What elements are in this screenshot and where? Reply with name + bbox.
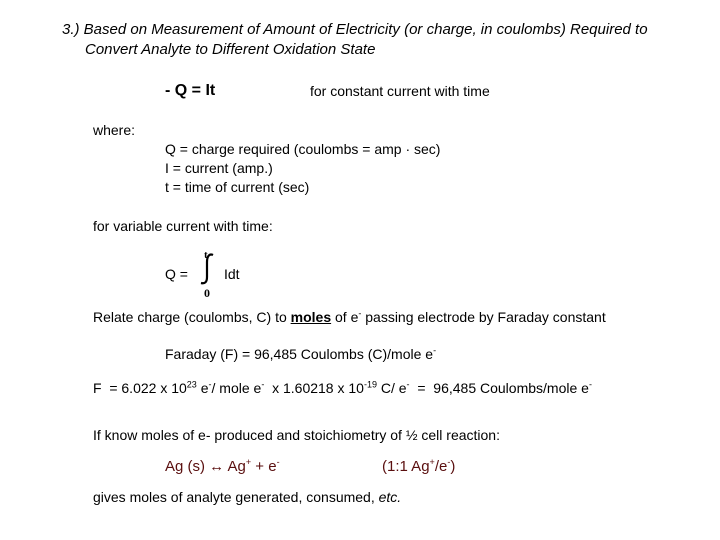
- reaction-plus-charge: +: [245, 457, 252, 467]
- calc-part-6: = 96,485 Coulombs/mole e: [409, 380, 589, 396]
- integral-q-equals: Q =: [165, 266, 188, 282]
- reaction-ratio: [382, 458, 455, 476]
- calc-part-5: C/ e: [376, 380, 407, 396]
- calc-minus-1: -: [208, 379, 212, 390]
- calc-exponent-23: 23: [186, 379, 197, 390]
- constant-current-note: for constant current with time: [310, 83, 490, 99]
- faraday-definition-minus: -: [433, 345, 437, 356]
- half-cell-reaction: [165, 458, 280, 476]
- ratio-mid: /e: [434, 458, 448, 475]
- ratio-open: (1:1 Ag: [382, 458, 430, 475]
- reaction-electron: + e: [251, 458, 277, 475]
- electron-minus: -: [358, 308, 362, 319]
- heading-line-1: 3.) Based on Measurement of Amount of Electricity (or charge, in coulombs) Required to: [62, 21, 648, 38]
- reaction-left: Ag (s) ↔ Ag: [165, 458, 246, 475]
- closing-line: [93, 489, 401, 506]
- stoichiometry-line: If know moles of e- produced and stoichiometry of ½ cell reaction:: [93, 427, 500, 443]
- calc-minus-3: -: [406, 379, 410, 390]
- integral-lower-limit: 0: [204, 286, 210, 300]
- calc-minus-2: -: [261, 379, 265, 390]
- reaction-minus-charge: -: [276, 457, 280, 467]
- heading-line-2: Convert Analyte to Different Oxidation State: [85, 41, 376, 58]
- definition-q: Q = charge required (coulombs = amp · sec): [165, 141, 441, 157]
- variable-current-intro: for variable current with time:: [93, 218, 273, 234]
- integrand: Idt: [224, 266, 240, 282]
- definition-i: I = current (amp.): [165, 160, 273, 176]
- constant-current-equation: - Q = It: [165, 82, 216, 99]
- relate-text-mid: of e: [331, 309, 359, 325]
- moles-emphasis: moles: [290, 309, 332, 325]
- integral-sign-icon: [196, 252, 222, 286]
- closing-text: gives moles of analyte generated, consumed,: [93, 489, 379, 505]
- faraday-definition: [165, 346, 436, 363]
- calc-exponent-neg19: -19: [363, 379, 377, 390]
- ratio-minus: -: [447, 457, 451, 467]
- ratio-plus: +: [429, 457, 435, 467]
- calc-part-3: / mole e: [211, 380, 262, 396]
- relate-text-start: Relate charge (coulombs, C) to: [93, 309, 291, 325]
- relate-text-end: passing electrode by Faraday constant: [361, 309, 606, 325]
- faraday-calculation: [93, 380, 592, 397]
- definition-t: t = time of current (sec): [165, 179, 310, 195]
- faraday-definition-text: Faraday (F) = 96,485 Coulombs (C)/mole e: [165, 346, 434, 362]
- calc-part-2: e: [196, 380, 209, 396]
- integral-upper-limit: t: [204, 249, 208, 261]
- relate-line: [93, 309, 606, 326]
- calc-minus-4: -: [588, 379, 592, 390]
- calc-part-4: x 1.60218 x 10: [264, 380, 364, 396]
- calc-part-1: F = 6.022 x 10: [93, 380, 187, 396]
- where-label: where:: [93, 122, 136, 138]
- closing-etc: etc.: [378, 489, 402, 505]
- ratio-close: ): [450, 458, 456, 475]
